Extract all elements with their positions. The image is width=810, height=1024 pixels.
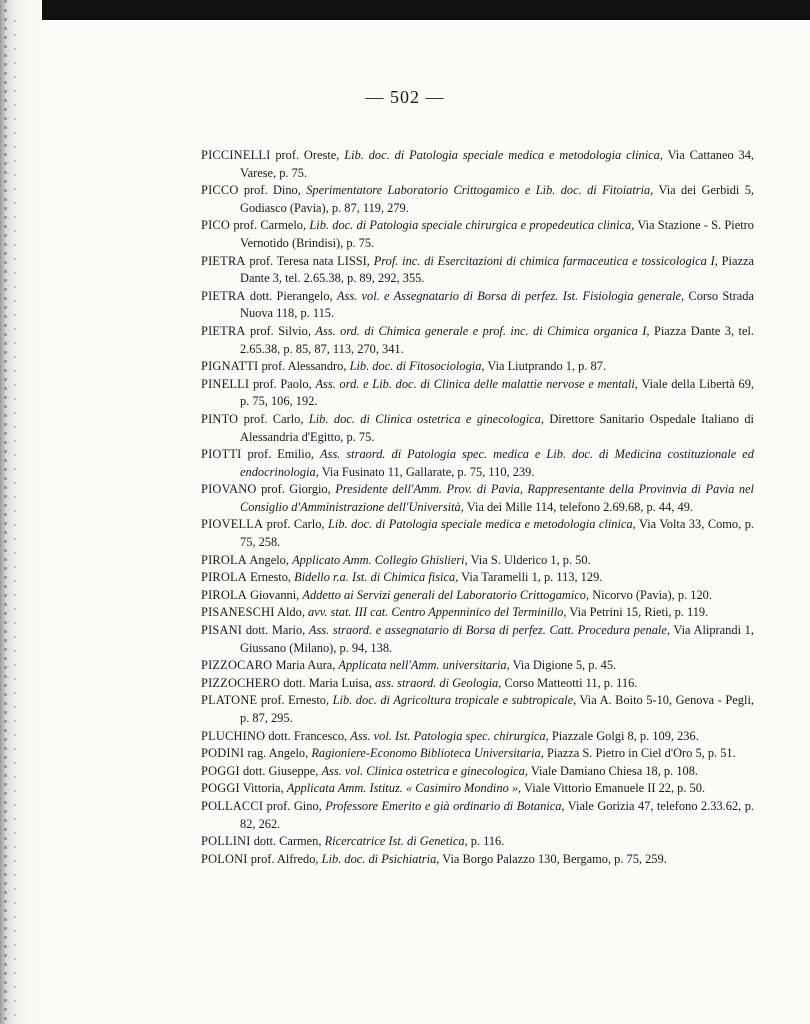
entry-details: Direttore Sanitario Ospedale Italiano di Alessandria d'Egitto, p. 75.	[240, 411, 754, 444]
directory-entry	[201, 622, 754, 657]
directory-entries	[201, 147, 754, 868]
entry-title: prof. Alfredo,	[250, 851, 319, 866]
entry-title: Aldo,	[277, 605, 305, 620]
entry-title: prof. Carlo,	[266, 517, 325, 532]
scan-top-edge	[0, 0, 810, 20]
entry-name: PINTO	[201, 411, 239, 426]
entry-role: Lib. doc. di Clinica ostetrica e ginecologica,	[308, 411, 544, 426]
entry-name: PIZZOCARO	[201, 658, 273, 673]
entry-role: Bidello r.a. Ist. di Chimica fisica,	[294, 570, 459, 585]
directory-entry	[201, 833, 754, 851]
entry-name: PIROLA	[201, 570, 247, 585]
entry-role: Lib. doc. di Agricoltura tropicale e subtropicale,	[332, 693, 577, 708]
directory-entry	[201, 147, 754, 182]
entry-role: Ass. ord. e Lib. doc. di Clinica delle malattie nervose e mentali,	[315, 376, 638, 391]
entry-name: PIGNATTI	[201, 359, 259, 374]
entry-details: Piazza S. Pietro in Ciel d'Oro 5, p. 51.	[546, 746, 736, 761]
entry-title: dott. Carmen,	[253, 834, 322, 849]
entry-role: Addetto ai Servizi generali del Laboratorio Crittogamico,	[302, 587, 590, 602]
entry-title: prof. Teresa nata LISSI,	[249, 253, 370, 268]
entry-details: Via Fusinato 11, Gallarate, p. 75, 110, 239.	[321, 464, 535, 479]
directory-entry	[201, 728, 754, 746]
entry-title: prof. Ernesto,	[260, 693, 330, 708]
directory-entry	[201, 182, 754, 217]
entry-name: PICCINELLI	[201, 148, 271, 162]
directory-entry	[201, 763, 754, 781]
entry-role: Ass. ord. di Chimica generale e prof. inc. di Chimica organica I,	[315, 323, 650, 338]
directory-entry	[201, 376, 754, 411]
directory-entry	[201, 851, 754, 869]
entry-role: Ricercatrice Ist. di Genetica,	[324, 834, 468, 849]
entry-details: Via dei Mille 114, telefono 2.69.68, p. 44, 49.	[466, 499, 694, 514]
entry-details: Nicorvo (Pavia), p. 120.	[592, 587, 712, 602]
directory-entry	[201, 217, 754, 252]
directory-entry	[201, 675, 754, 693]
scan-binding-edge	[0, 0, 42, 1024]
directory-entry	[201, 481, 754, 516]
entry-details: Viale della Libertà 69, p. 75, 106, 192.	[240, 376, 754, 409]
directory-entry	[201, 446, 754, 481]
entry-title: dott. Giuseppe,	[242, 763, 319, 778]
entry-details: Via Digione 5, p. 45.	[512, 658, 617, 673]
directory-entry	[201, 358, 754, 376]
entry-role: Ass. straord. di Patologia spec. medica e Lib. doc. di Medicina costituzionale ed endocrinologia,	[240, 447, 754, 479]
entry-title: dott. Francesco,	[268, 728, 348, 743]
entry-role: Presidente dell'Amm. Prov. di Pavia, Rappresentante della Provinvia di Pavia nel Consiglio d'Amministrazione dell'Università,	[240, 482, 754, 514]
entry-details: Viale Gorizia 47, telefono 2.33.62, p. 82, 262.	[240, 798, 755, 831]
entry-name: PIZZOCHERO	[201, 675, 281, 690]
entry-details: Via A. Boito 5-10, Genova - Pegli, p. 87, 295.	[240, 693, 754, 725]
entry-role: avv. stat. III cat. Centro Appenninico del Terminillo,	[308, 605, 567, 620]
entry-details: Via Volta 33, Como, p. 75, 258.	[240, 517, 755, 550]
entry-title: Angelo,	[249, 552, 289, 567]
directory-entry	[201, 516, 754, 551]
directory-entry	[201, 745, 754, 763]
entry-details: Via dei Gerbidi 5, Godiasco (Pavia), p. 87, 119, 279.	[240, 183, 754, 215]
directory-entry	[201, 604, 754, 622]
directory-entry	[201, 288, 754, 323]
entry-role: Applicata nell'Amm. universitaria,	[338, 658, 510, 673]
entry-title: prof. Paolo,	[252, 376, 312, 391]
entry-details: Piazza Dante 3, tel. 2.65.38, p. 89, 292, 355.	[240, 253, 754, 286]
entry-title: prof. Emilio,	[247, 447, 315, 462]
entry-title: Maria Aura,	[275, 658, 336, 673]
directory-entry	[201, 657, 754, 675]
entry-name: POLONI	[201, 851, 248, 866]
entry-title: prof. Dino,	[243, 183, 301, 198]
entry-role: Sperimentatore Laboratorio Crittogamico e Lib. doc. di Fitoiatria,	[306, 183, 654, 198]
entry-details: Piazza Dante 3, tel. 2.65.38, p. 85, 87, 113, 270, 341.	[240, 323, 754, 356]
entry-details: Via Petrini 15, Rieti, p. 119.	[569, 605, 709, 620]
entry-role: Lib. doc. di Psichiatria,	[321, 851, 440, 866]
directory-entry	[201, 780, 754, 798]
entry-title: prof. Alessandro,	[261, 359, 347, 374]
entry-title: rag. Angelo,	[247, 746, 309, 761]
directory-entry	[201, 587, 754, 605]
entry-name: PICCO	[201, 183, 239, 198]
entry-role: Lib. doc. di Fitosociologia,	[349, 359, 485, 374]
entry-name: POLLINI	[201, 834, 251, 849]
entry-name: PIETRA	[201, 253, 246, 268]
directory-entry	[201, 569, 754, 587]
directory-entry	[201, 798, 754, 833]
entry-title: Giovanni,	[250, 587, 300, 602]
entry-role: Ass. vol. Ist. Patologia spec. chirurgica,	[350, 728, 549, 743]
entry-title: prof. Giorgio,	[261, 482, 331, 497]
entry-name: PLUCHINO	[201, 728, 266, 743]
entry-title: Ernesto,	[250, 570, 292, 585]
entry-role: Ass. straord. e assegnatario di Borsa di perfez. Catt. Procedura penale,	[308, 623, 670, 638]
entry-role: Lib. doc. di Patologia speciale medica e metodologia clinica,	[344, 148, 663, 162]
directory-entry	[201, 692, 754, 727]
entry-details: Via Borgo Palazzo 130, Bergamo, p. 75, 259.	[442, 851, 667, 866]
entry-title: prof. Oreste,	[275, 148, 340, 162]
entry-title: dott. Maria Luisa,	[283, 675, 372, 690]
entry-details: Corso Matteotti 11, p. 116.	[504, 675, 638, 690]
entry-details: Via S. Ulderico 1, p. 50.	[470, 552, 591, 567]
entry-role: Applicata Amm. Istituz. « Casimiro Mondino »,	[286, 781, 522, 796]
entry-role: Ass. vol. Clinica ostetrica e ginecologica,	[321, 763, 528, 778]
entry-details: Corso Strada Nuova 118, p. 115.	[240, 288, 754, 321]
entry-title: dott. Pierangelo,	[249, 288, 333, 303]
entry-title: prof. Gino,	[266, 798, 322, 813]
entry-name: POGGI	[201, 763, 240, 778]
entry-role: ass. straord. di Geologia,	[375, 675, 502, 690]
directory-entry	[201, 323, 754, 358]
entry-name: PODINI	[201, 746, 245, 761]
entry-name: PICO	[201, 218, 231, 233]
entry-details: Via Stazione - S. Pietro Vernotido (Brindisi), p. 75.	[240, 218, 754, 250]
entry-name: PIETRA	[201, 288, 246, 303]
entry-details: p. 116.	[470, 834, 505, 849]
entry-role: Ragioniere-Economo Biblioteca Universitaria,	[311, 746, 544, 761]
entry-details: Viale Damiano Chiesa 18, p. 108.	[530, 763, 699, 778]
entry-title: dott. Mario,	[245, 623, 306, 638]
directory-entry	[201, 552, 754, 570]
entry-name: PIOVANO	[201, 482, 257, 497]
entry-name: PISANI	[201, 623, 243, 638]
entry-name: PINELLI	[201, 376, 250, 391]
entry-details: Via Aliprandi 1, Giussano (Milano), p. 94, 138.	[240, 623, 754, 655]
entry-name: POGGI	[201, 781, 240, 796]
entry-title: prof. Carmelo,	[233, 218, 307, 233]
directory-entry	[201, 411, 754, 446]
entry-role: Applicato Amm. Collegio Ghislieri,	[292, 552, 468, 567]
entry-name: PIOVELLA	[201, 517, 264, 532]
entry-role: Professore Emerito e già ordinario di Botanica,	[325, 798, 565, 813]
entry-title: prof. Carlo,	[243, 411, 304, 426]
entry-details: Via Taramelli 1, p. 113, 129.	[461, 570, 603, 585]
entry-details: Piazzale Golgi 8, p. 109, 236.	[551, 728, 699, 743]
directory-entry	[201, 253, 754, 288]
entry-name: PIETRA	[201, 323, 246, 338]
entry-name: PISANESCHI	[201, 605, 275, 620]
entry-details: Viale Vittorio Emanuele II 22, p. 50.	[524, 781, 706, 796]
entry-role: Prof. inc. di Esercitazioni di chimica farmaceutica e tossicologica I,	[373, 253, 718, 268]
entry-name: POLLACCI	[201, 798, 264, 813]
entry-title: prof. Silvio,	[250, 323, 311, 338]
entry-name: PIOTTI	[201, 447, 242, 462]
entry-role: Lib. doc. di Patologia speciale medica e metodologia clinica,	[328, 517, 636, 532]
entry-name: PLATONE	[201, 693, 258, 708]
page-number: — 502 —	[365, 87, 445, 107]
entry-name: PIROLA	[201, 552, 247, 567]
entry-role: Lib. doc. di Patologia speciale chirurgica e propedeutica clinica,	[309, 218, 635, 233]
entry-name: PIROLA	[201, 587, 247, 602]
entry-details: Via Cattaneo 34, Varese, p. 75.	[240, 148, 754, 180]
entry-title: Vittoria,	[242, 781, 284, 796]
entry-details: Via Liutprando 1, p. 87.	[487, 359, 607, 374]
entry-role: Ass. vol. e Assegnatario di Borsa di perfez. Ist. Fisiologia generale,	[336, 288, 685, 303]
